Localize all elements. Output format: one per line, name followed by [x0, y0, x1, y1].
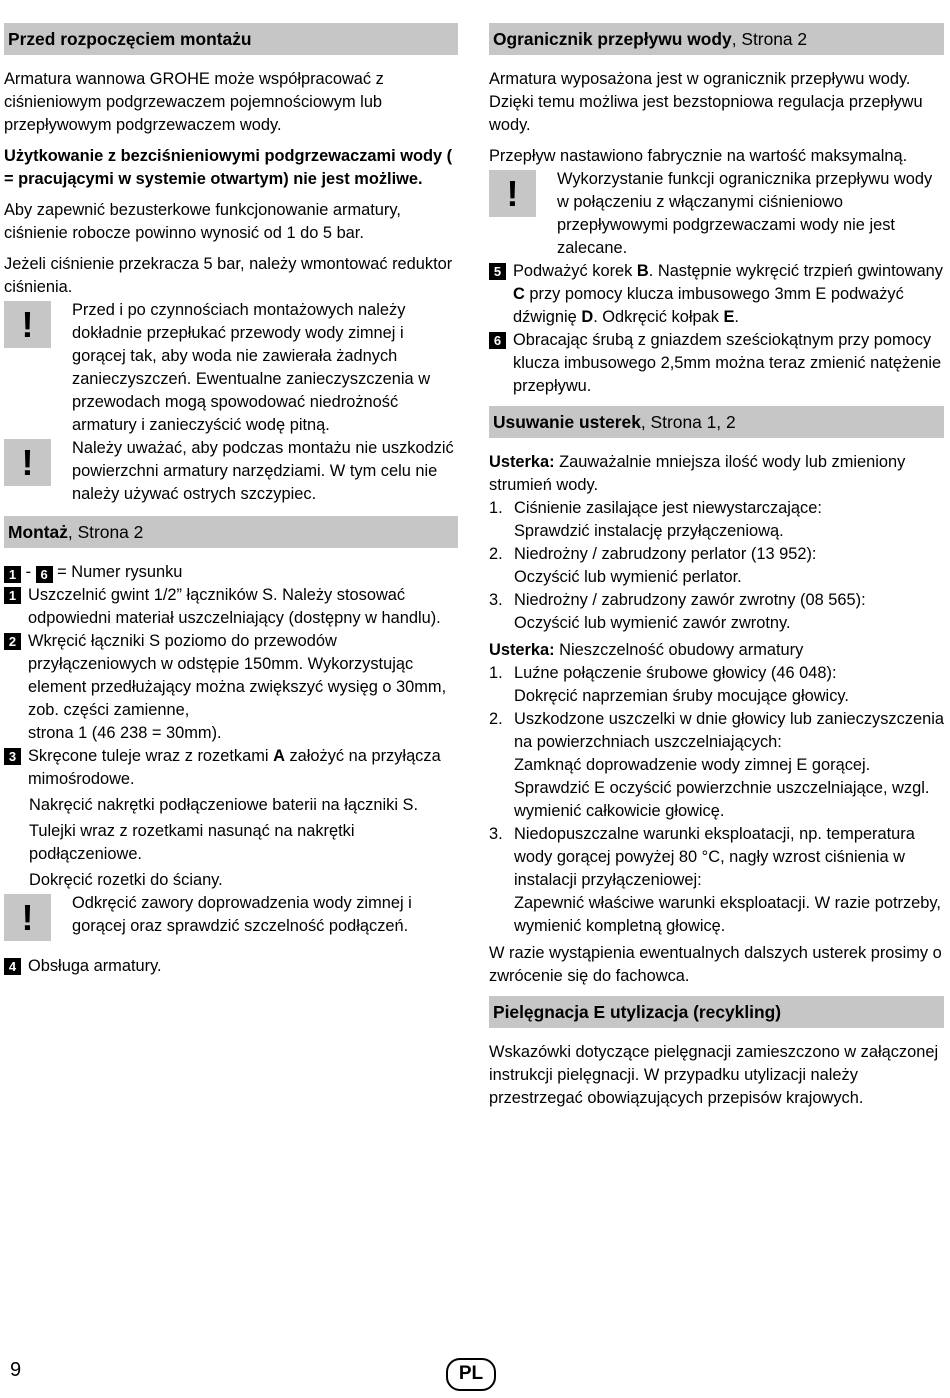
section-header-care-recycling: Pielęgnacja E utylizacja (recykling): [489, 996, 944, 1028]
paragraph: Przepływ nastawiono fabrycznie na wartość maksymalną.: [489, 147, 908, 165]
warning-note: [489, 168, 944, 260]
left-column: [4, 23, 458, 978]
list-item: 1. Luźne połączenie śrubowe głowicy (46 048): Dokręcić naprzemian śruby mocujące głowicy.: [489, 664, 849, 705]
installation-step-2: 2 Wkręcić łączniki S poziomo do przewodów przyłączeniowych w odstępie 150mm. Wykorzystując element przedłużający można zwiększyć wysięg o 30mm, zob. części zamienne, strona 1 (46 238 = 30mm).: [4, 630, 458, 745]
list-item: 3. Niedopuszczalne warunki eksploatacji, np. temperatura wody gorącej powyżej 80 °C, nagły wzrost ciśnienia w instalacji przyłączeniowej: Zapewnić właściwe warunki eksploatacji. W razie potrzeby, wymienić kompletną głowicę.: [489, 825, 941, 935]
paragraph: Armatura wyposażona jest w ogranicznik przepływu wody. Dzięki temu możliwa jest bezstopniowa regulacja przepływu wody.: [489, 70, 923, 134]
installation-step-3: 3 Skręcone tuleje wraz z rozetkami A założyć na przyłącza mimośrodowe.: [4, 745, 458, 791]
paragraph-bold: Użytkowanie z bezciśnieniowymi podgrzewaczami wody ( = pracującymi w systemie otwartym) nie jest możliwe.: [4, 147, 453, 188]
paragraph: Wskazówki dotyczące pielęgnacji zamieszczono w załączonej instrukcji pielęgnacji. W przypadku utylizacji należy przestrzegać obowiązujących przepisów krajowych.: [489, 1043, 939, 1107]
list-item: 2. Niedrożny / zabrudzony perlator (13 952): Oczyścić lub wymienić perlator.: [489, 545, 817, 586]
section-header-before-installation: Przed rozpoczęciem montażu: [4, 23, 458, 55]
step-3-detail: Dokręcić rozetki do ściany.: [29, 871, 223, 889]
section-header-installation: Montaż, Strona 2: [4, 516, 458, 548]
figure-legend: 1 - 6 = Numer rysunku: [4, 561, 458, 584]
warning-note: [4, 437, 458, 506]
paragraph: W razie wystąpienia ewentualnych dalszych usterek prosimy o zwrócenie się do fachowca.: [489, 944, 942, 985]
warning-icon: !: [489, 170, 536, 217]
warning-icon: !: [4, 301, 51, 348]
step-number-badge: 6: [489, 332, 506, 349]
fault-description: Usterka: Nieszczelność obudowy armatury: [489, 641, 804, 659]
right-column: [489, 23, 944, 1118]
warning-text: Odkręcić zawory doprowadzenia wody zimnej i gorącej oraz sprawdzić szczelność podłączeń.: [72, 894, 412, 935]
paragraph: Armatura wannowa GROHE może współpracować z ciśnieniowym podgrzewaczem pojemnościowym lub przepływowym podgrzewaczem wody.: [4, 70, 384, 134]
section-header-flow-limiter: Ogranicznik przepływu wody, Strona 2: [489, 23, 944, 55]
warning-text: Wykorzystanie funkcji ogranicznika przepływu wody w połączeniu z włączanymi ciśnieniowo przepływowymi podgrzewaczami wody nie jest zalecane.: [557, 170, 933, 257]
step-number-badge: 5: [489, 263, 506, 280]
installation-step-4: 4 Obsługa armatury.: [4, 955, 458, 978]
list-item: 2. Uszkodzone uszczelki w dnie głowicy lub zanieczyszczenia na powierzchniach uszczelniających: Zamknąć doprowadzenie wody zimnej E gorącej. Sprawdzić E oczyścić powierzchnie uszczelniające, wzgl. wymienić całkowicie głowicę.: [489, 710, 944, 820]
installation-step-1: 1 Uszczelnić gwint 1/2” łączników S. Należy stosować odpowiedni materiał uszczelniający (dostępny w handlu).: [4, 584, 458, 630]
fault-description: Usterka: Zauważalnie mniejsza ilość wody lub zmieniony strumień wody.: [489, 453, 906, 494]
step-number-badge: 3: [4, 748, 21, 765]
section-header-troubleshooting: Usuwanie usterek, Strona 1, 2: [489, 406, 944, 438]
step-3-detail: Nakręcić nakrętki podłączeniowe baterii na łączniki S.: [29, 796, 419, 814]
language-badge: PL: [446, 1358, 496, 1391]
warning-icon: !: [4, 439, 51, 486]
paragraph: Aby zapewnić bezusterkowe funkcjonowanie armatury, ciśnienie robocze powinno wynosić od 1 do 5 bar.: [4, 201, 401, 242]
list-item: 1. Ciśnienie zasilające jest niewystarczające: Sprawdzić instalację przyłączeniową.: [489, 499, 822, 540]
step-number-badge: 6: [36, 566, 53, 583]
warning-text: Należy uważać, aby podczas montażu nie uszkodzić powierzchni armatury narzędziami. W tym celu nie należy używać ostrych szczypiec.: [72, 439, 454, 503]
page-number: 9: [10, 1359, 22, 1381]
flow-step-5: 5 Podważyć korek B. Następnie wykręcić trzpień gwintowany C przy pomocy klucza imbusowego 3mm E podważyć dźwignię D. Odkręcić kołpak E.: [489, 260, 944, 329]
warning-note: [4, 299, 458, 437]
warning-note: [4, 892, 458, 941]
paragraph: Jeżeli ciśnienie przekracza 5 bar, należy wmontować reduktor ciśnienia.: [4, 255, 453, 296]
step-number-badge: 4: [4, 958, 21, 975]
warning-icon: !: [4, 894, 51, 941]
warning-text: Przed i po czynnościach montażowych należy dokładnie przepłukać przewody wody zimnej i gorącej tak, aby woda nie zawierała żadnych zanieczyszczeń. Ewentualne zanieczyszczenia w przewodach mogą spowodować niedrożność armatury i zanieczyścić wodę pitną.: [72, 301, 431, 434]
step-number-badge: 1: [4, 587, 21, 604]
step-number-badge: 2: [4, 633, 21, 650]
flow-step-6: 6 Obracając śrubą z gniazdem sześciokątnym przy pomocy klucza imbusowego 2,5mm można teraz zmienić natężenie przepływu.: [489, 329, 944, 398]
step-3-detail: Tulejki wraz z rozetkami nasunąć na nakrętki podłączeniowe.: [29, 822, 355, 863]
list-item: 3. Niedrożny / zabrudzony zawór zwrotny (08 565): Oczyścić lub wymienić zawór zwrotny.: [489, 591, 866, 632]
step-number-badge: 1: [4, 566, 21, 583]
